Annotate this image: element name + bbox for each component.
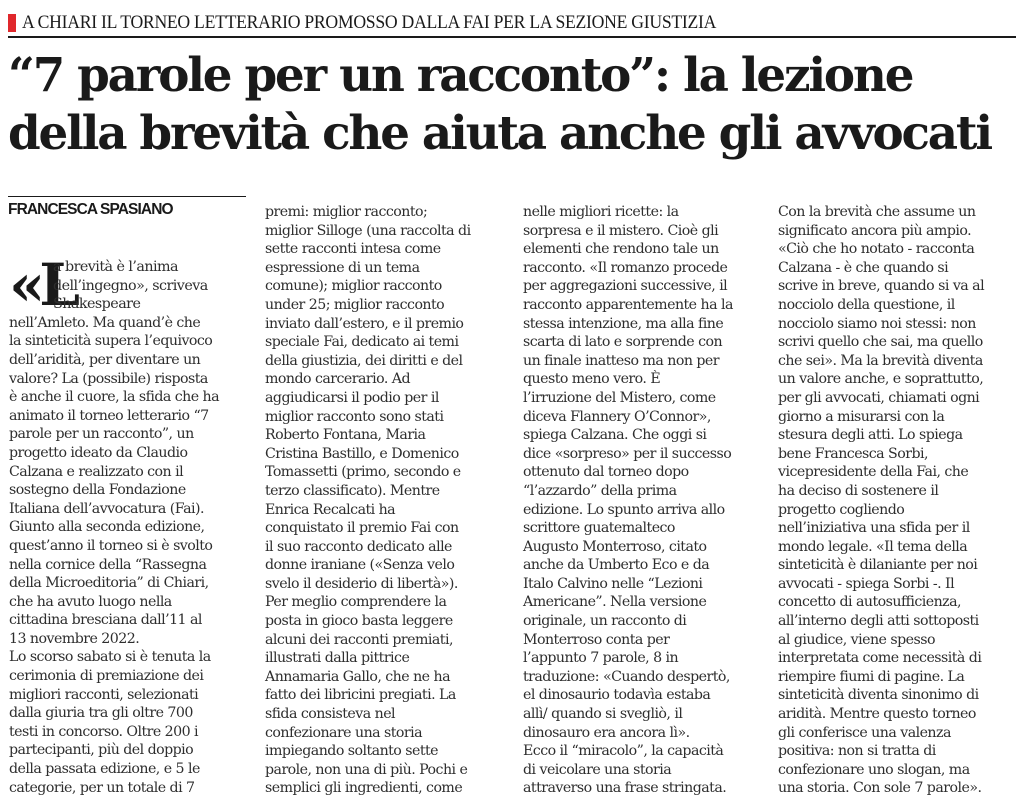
text-line: sette racconti intesa come	[265, 241, 441, 258]
text-line: a brevità è l’anima	[53, 259, 179, 275]
text-line: originale, un racconto di	[523, 613, 687, 630]
text-line: all’interno degli atti sottoposti	[778, 613, 979, 630]
column-1-lines	[9, 314, 259, 797]
text-line: inviato dall’estero, e il premio	[265, 315, 464, 332]
dropcap: «L	[9, 251, 75, 319]
text-line: categorie, per un totale di 7	[9, 779, 195, 796]
text-line: Calzana - è che quando si	[778, 259, 949, 276]
text-line: vicepresidente della Fai, che	[778, 464, 969, 481]
text-line: comune); miglior racconto	[265, 278, 442, 295]
text-line: svelo il desiderio di libertà»).	[265, 575, 458, 592]
text-line: nocciolo della questione, il	[778, 296, 955, 313]
text-line: cittadina bresciana dall’11 al	[9, 612, 202, 629]
text-line: dell’ingegno», scriveva	[53, 277, 208, 294]
text-line: per gli avvocati, chiamati ogni	[778, 389, 980, 406]
text-line: parole, non una di più. Pochi e	[265, 761, 468, 778]
headline-line-2: della brevità che aiuta anche gli avvocati	[8, 106, 991, 161]
text-line: Shakespeare	[53, 296, 141, 313]
article-column-1	[9, 251, 259, 797]
text-line: una storia. Con sole 7 parole».	[778, 780, 982, 797]
text-line: della Microeditoria” di Chiari,	[9, 575, 209, 592]
text-line: sfida consisteva nel	[265, 706, 396, 723]
column-4-lines	[778, 203, 1024, 798]
text-line: attraverso una frase stringata.	[523, 780, 727, 797]
text-line: dinosauro era ancora lì».	[523, 724, 690, 741]
text-line: che ha avuto luogo nella	[9, 593, 172, 610]
text-line: el dinosaurio todavìa estaba	[523, 687, 711, 704]
column-2-lines	[265, 203, 515, 798]
text-line: Augusto Monterroso, citato	[523, 538, 707, 555]
text-line: traduzione: «Cuando despertò,	[523, 668, 730, 685]
text-line: nocciolo siamo noi stessi: non	[778, 315, 976, 332]
text-line: riempire fiumi di pagine. La	[778, 668, 965, 685]
text-line: scrittore guatemalteco	[523, 520, 675, 537]
text-line: nella cornice della “Rassegna	[9, 556, 207, 573]
text-line: per aggregazioni successive, il	[523, 278, 728, 295]
text-line: nell’iniziativa una sfida per il	[778, 520, 970, 537]
text-line: Roberto Fontana, Maria	[265, 427, 426, 444]
text-line: sinteticità diventa sinonimo di	[778, 687, 979, 704]
text-line: un valore anche, e soprattutto,	[778, 371, 984, 388]
kicker	[8, 10, 1016, 38]
text-line: della passata edizione, e 5 le	[9, 761, 200, 778]
text-line: elementi che rendono tale un	[523, 241, 719, 258]
text-line: il suo racconto dedicato alle	[265, 538, 452, 555]
text-line: illustrati dalla pittrice	[265, 650, 410, 667]
byline: FRANCESCA SPASIANO	[8, 201, 173, 218]
text-line: stessa intenzione, ma alla fine	[523, 315, 724, 332]
text-line: semplici gli ingredienti, come	[265, 780, 463, 797]
text-line: progetto ideato da Claudio	[9, 444, 188, 461]
text-line: spiega Calzana. Che oggi si	[523, 427, 707, 444]
text-line: donne iraniane («Senza velo	[265, 557, 455, 574]
text-line: nelle migliori ricette: la	[523, 204, 679, 220]
text-line: gli conferisce una valenza	[778, 724, 951, 741]
text-line: anche da Umberto Eco e da	[523, 557, 710, 574]
text-line: diceva Flannery O’Connor»,	[523, 408, 711, 425]
text-line: mondo legale. «Il tema della	[778, 538, 968, 555]
text-line: l’irruzione del Mistero, come	[523, 389, 716, 406]
text-line: scarta di lato e sorprende con	[523, 334, 723, 351]
text-line: stesura degli atti. Lo spiega	[778, 427, 963, 444]
text-line: premi: miglior racconto;	[265, 204, 428, 220]
text-line: che sei». Ma la brevità diventa	[778, 352, 983, 369]
text-line: un finale inatteso ma non per	[523, 352, 719, 369]
text-line: 13 novembre 2022.	[9, 630, 140, 647]
text-line: sorpresa e il mistero. Cioè gli	[523, 222, 719, 239]
text-line: fatto dei libricini pregiati. La	[265, 687, 456, 704]
text-line: mondo carcerario. Ad	[265, 371, 411, 388]
text-line: animato il torneo letterario “7	[9, 407, 209, 424]
text-line: migliori racconti, selezionati	[9, 686, 199, 703]
text-line: terzo classificato). Mentre	[265, 482, 440, 499]
byline-rule	[8, 196, 246, 197]
kicker-accent-mark	[8, 14, 16, 32]
text-line: Enrica Recalcati ha	[265, 501, 396, 518]
article-column-4	[778, 203, 1024, 798]
text-line: Italiana dell’avvocatura (Fai).	[9, 500, 204, 517]
text-line: ha deciso di sostenere il	[778, 482, 939, 499]
text-line: Ecco il “miracolo”, la capacità	[523, 743, 724, 760]
text-line: Tomassetti (primo, secondo e	[265, 464, 461, 481]
text-line: Con la brevità che assume un	[778, 204, 976, 220]
text-line: sinteticità è dilaniante per noi	[778, 557, 978, 574]
text-line: cerimonia di premiazione dei	[9, 668, 204, 685]
text-line: dalla giuria tra gli oltre 700	[9, 705, 193, 722]
article-column-3	[523, 203, 773, 798]
text-line: Italo Calvino nelle “Lezioni	[523, 575, 703, 592]
dropcap-lines	[53, 258, 208, 314]
text-line: Cristina Bastillo, e Domenico	[265, 445, 459, 462]
text-line: conquistato il premio Fai con	[265, 520, 459, 537]
text-line: sostegno della Fondazione	[9, 482, 186, 499]
text-line: quest’anno il torneo si è svolto	[9, 537, 213, 554]
headline-line-1: “7 parole per un racconto”: la lezione	[8, 48, 913, 103]
text-line: al giudice, viene spesso	[778, 631, 935, 648]
text-line: scrive in breve, quando si va al	[778, 278, 985, 295]
text-line: confezionare uno slogan, ma	[778, 761, 970, 778]
text-line: Annamaria Gallo, che ne ha	[265, 668, 450, 685]
text-line: Monterroso conta per	[523, 631, 670, 648]
text-line: Giunto alla seconda edizione,	[9, 519, 205, 536]
text-line: l’appunto 7 parole, 8 in	[523, 650, 679, 667]
text-line: espressione di un tema	[265, 259, 420, 276]
text-line: Calzana e realizzato con il	[9, 463, 184, 480]
text-line: impiegando soltanto sette	[265, 743, 439, 760]
text-line: avvocati - spiega Sorbi -. Il	[778, 575, 955, 592]
kicker-text: A CHIARI IL TORNEO LETTERARIO PROMOSSO DALLA FAI PER LA SEZIONE GIUSTIZIA	[22, 12, 717, 33]
text-line: testi in concorso. Oltre 200 i	[9, 723, 199, 740]
text-line: racconto apparentemente ha la	[523, 296, 733, 313]
text-line: di veicolare una storia	[523, 761, 672, 778]
text-line: dell’aridità, per diventare un	[9, 351, 201, 368]
article-column-2	[265, 203, 515, 798]
text-line: della giustizia, dei diritti e del	[265, 352, 463, 369]
text-line: aridità. Mentre questo torneo	[778, 706, 976, 723]
text-line: significato ancora più ampio.	[778, 222, 972, 239]
text-line: parole per un racconto”, un	[9, 426, 194, 443]
text-line: bene Francesca Sorbi,	[778, 445, 928, 462]
text-line: miglior racconto sono stati	[265, 408, 444, 425]
text-line: è anche il cuore, la sfida che ha	[9, 389, 220, 406]
text-line: dice «sorpreso» per il successo	[523, 445, 732, 462]
text-line: ottenuto dal torneo dopo	[523, 464, 689, 481]
text-line: partecipanti, più del doppio	[9, 742, 194, 759]
text-line: concetto di autosufficienza,	[778, 594, 961, 611]
text-line: allì/ quando si svegliò, il	[523, 706, 683, 723]
text-line: edizione. Lo spunto arriva allo	[523, 501, 725, 518]
text-line: positiva: non si tratta di	[778, 743, 936, 760]
text-line: Americane”. Nella versione	[523, 594, 707, 611]
text-line: miglior Silloge (una raccolta di	[265, 222, 471, 239]
text-line: progetto cogliendo	[778, 501, 905, 518]
text-line: valore? La (possibile) risposta	[9, 370, 208, 387]
text-line: scrivi quello che sai, ma quello	[778, 334, 983, 351]
text-line: “l’azzardo” della prima	[523, 482, 677, 499]
text-line: Lo scorso sabato si è tenuta la	[9, 649, 211, 666]
text-line: la sinteticità supera l’equivoco	[9, 333, 213, 350]
text-line: speciale Fai, dedicato ai temi	[265, 334, 459, 351]
text-line: alcuni dei racconti premiati,	[265, 631, 453, 648]
text-line: racconto. «Il romanzo procede	[523, 259, 728, 276]
text-line: questo meno vero. È	[523, 371, 661, 388]
text-line: under 25; miglior racconto	[265, 296, 445, 313]
text-line: interpretata come necessità di	[778, 650, 982, 667]
text-line: Per meglio comprendere la	[265, 594, 447, 611]
headline	[8, 47, 1018, 163]
dropcap-block	[9, 251, 259, 319]
text-line: giorno a misurarsi con la	[778, 408, 945, 425]
column-3-lines	[523, 203, 773, 798]
text-line: aggiudicarsi il podio per il	[265, 389, 439, 406]
text-line: confezionare una storia	[265, 724, 423, 741]
text-line: nell’Amleto. Ma quand’è che	[9, 314, 201, 331]
text-line: posta in gioco basta leggere	[265, 613, 453, 630]
text-line: «Ciò che ho notato - racconta	[778, 241, 975, 258]
